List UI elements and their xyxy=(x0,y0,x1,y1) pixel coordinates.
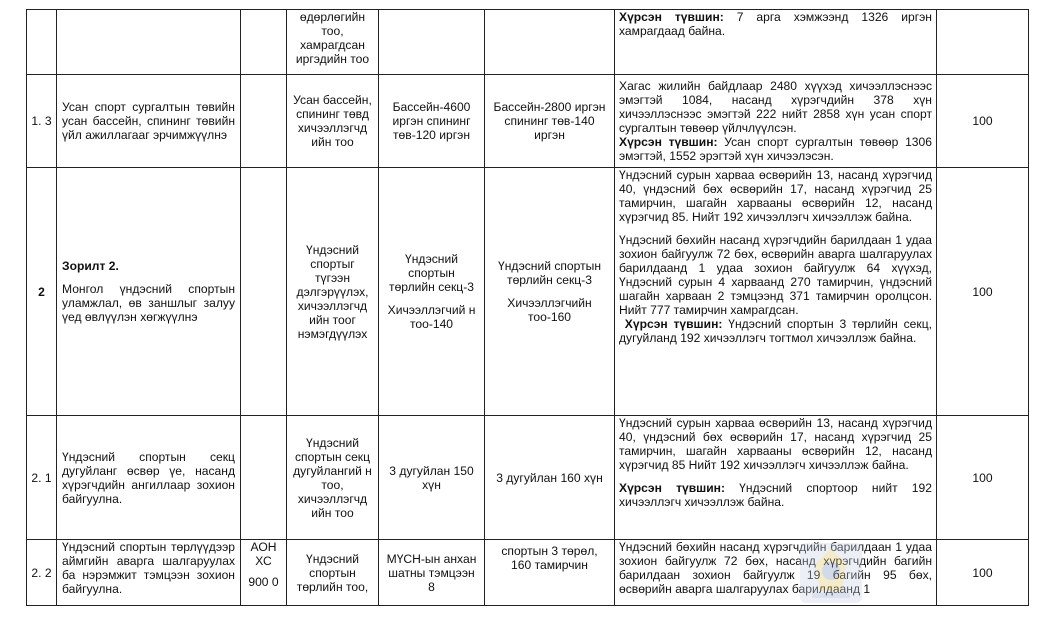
indicator-cell: Үндэсний спортын секц дугуйлангий н тоо, хичээллэгчд ийн тоо xyxy=(287,416,379,540)
document-page xyxy=(26,9,1028,606)
task-cell xyxy=(57,168,241,416)
target-line: Үндэсний спортын төрлийн секц-3 xyxy=(497,259,602,287)
target-cell: 3 дугуйлан 160 хүн xyxy=(485,416,615,540)
table-row xyxy=(27,75,1029,168)
unit-cell xyxy=(241,168,287,416)
report-cell xyxy=(615,75,937,168)
goal-title: Зорилт 2. xyxy=(62,259,119,273)
table-row xyxy=(27,540,1029,606)
baseline-line: Хичээллэгчий н тоо-140 xyxy=(387,303,476,331)
task-cell: Үндэсний спортын секц дугуйланг өсвөр үе, насанд хүрэгчдийн ангиллаар зохион байгуулна. xyxy=(57,416,241,540)
task-cell: Усан спорт сургалтын төвийн усан бассейн, спининг төвийн үйл ажиллагааг эрчимжүүлнэ xyxy=(57,75,241,168)
report-cell xyxy=(615,540,937,606)
report-cell xyxy=(615,416,937,540)
report-paragraph: Үндэсний сурын харваа өсвөрийн 13, насанд хүрэгчид 40, үндэсний бөх өсвөрийн 17, насанд хүрэгчид 25 тамирчин, шагайн харвааны өсвөрийн 12, насанд хүрэгчид 85 Нийт 192 хичээллэгч хичээллэж байна. xyxy=(619,416,932,472)
indicator-cell: Үндэсний спортын төрлийн тоо, xyxy=(287,540,379,606)
report-paragraph: Үндэсний сурын харваа өсвөрийн 13, насанд хүрэгчид 40, үндэсний бөх өсвөрийн 17, насанд хүрэгчид 25 тамирчин, шагайн харвааны өсвөрийн 12, насанд хүрэгчид 85. Нийт 192 хичээллэгч хичээллэж байна. xyxy=(619,168,932,224)
row-id-cell xyxy=(27,10,57,75)
score-cell: 100 xyxy=(937,168,1029,416)
task-cell: Үндэсний спортын төрлүүдээр аймгийн аварга шалгаруулах ба нэрэмжит тэмцээн зохион байгуулна. xyxy=(57,540,241,606)
report-cell xyxy=(615,10,937,75)
report-paragraph: Үндэсний бөхийн насанд хүрэгчдийн барилдаан 1 удаа зохион байгуулж 72 бөх, насанд хүрэгчдийн багийн барилдаан зохион байгуулж 19 багийн 95 бөх, өсвөрийн аварга шалгаруулах барилдаанд 1 xyxy=(619,540,932,596)
task-cell xyxy=(57,10,241,75)
score-cell: 100 xyxy=(937,75,1029,168)
achieved-level-label: Хүрсэн түвшин: xyxy=(619,135,718,149)
row-id-cell: 2 xyxy=(27,168,57,416)
row-id-cell: 2. 2 xyxy=(27,540,57,606)
score-cell: 100 xyxy=(937,540,1029,606)
baseline-cell: МҮСН-ын анхан шатны тэмцээн 8 xyxy=(379,540,485,606)
table-row xyxy=(27,10,1029,75)
table-row xyxy=(27,416,1029,540)
report-cell xyxy=(615,168,937,416)
goal-text: Монгол үндэсний спортын уламжлал, өв заншлыг залуу үед өвлүүлэн хөгжүүлнэ xyxy=(62,282,235,324)
unit-cell xyxy=(241,75,287,168)
unit-cell xyxy=(241,540,287,606)
baseline-line: Үндэсний спортын төрлийн секц-3 xyxy=(389,252,474,294)
unit-line: 900 0 xyxy=(248,575,279,589)
row-id-cell: 2. 1 xyxy=(27,416,57,540)
table-row xyxy=(27,168,1029,416)
achieved-level-label: Хүрсэн түвшин: xyxy=(619,10,724,24)
plan-report-table xyxy=(26,9,1029,606)
report-paragraph: Хагас жилийн байдлаар 2480 хүүхэд хичээллэснээс эмэгтэй 1084, насанд хүрэгчдийн 378 хүн хичээллэснээс эмэгтэй 222 нийт 2858 хүн усан спорт сургалтын төвөөр үйлчлүүлсэн. xyxy=(619,79,932,135)
baseline-cell: Бассейн-4600 иргэн спининг төв-120 иргэн xyxy=(379,75,485,168)
indicator-cell: Үндэсний спортыг түгээн дэлгэрүүлэх, хичээллэгчд ийн тоог нэмэгдүүлэх xyxy=(287,168,379,416)
report-paragraph: Үндэсний бөхийн насанд хүрэгчдийн барилдаан 1 удаа зохион байгуулж 72 бөх, өсвөрийн аварга шалгаруулах барилдаанд 1 удаа зохион байгуулж 64 хүүхэд, Үндэсний сурын 4 харваанд 270 тамирчин, үндэсний шагайн харваан 2 тэмцээнд 371 тамирчин оролцсон. Нийт 777 тамирчин хамрагдсан. xyxy=(619,233,932,317)
baseline-cell xyxy=(379,168,485,416)
target-cell xyxy=(485,168,615,416)
report-text: Үндэсний спортын 3 төрлийн секц, дугуйланд 192 хичээллэгч тогтмол хичээллэж байна. xyxy=(619,317,932,345)
baseline-cell: 3 дугуйлан 150 хүн xyxy=(379,416,485,540)
achieved-level-label: Хүрсэн түвшин: xyxy=(624,317,723,331)
report-text: 7 арга хэмжээнд 1326 иргэн хамрагдаад байна. xyxy=(619,10,932,38)
target-cell xyxy=(485,10,615,75)
row-id-cell: 1. 3 xyxy=(27,75,57,168)
unit-cell xyxy=(241,10,287,75)
unit-line: АОН ХС xyxy=(250,540,277,568)
indicator-cell: Усан бассейн, спининг төвд хичээллэгчд ийн тоо xyxy=(287,75,379,168)
target-cell: спортын 3 төрөл, 160 тамирчин xyxy=(485,540,615,606)
unit-cell xyxy=(241,416,287,540)
baseline-cell xyxy=(379,10,485,75)
score-cell xyxy=(937,10,1029,75)
target-line: Хичээллэгчийн тоо-160 xyxy=(507,296,592,324)
report-text: Усан спорт сургалтын төвөөр 1306 эмэгтэй, 1552 эрэгтэй хүн хичээлэсэн. xyxy=(619,135,932,163)
score-cell: 100 xyxy=(937,416,1029,540)
report-text: Үндэсний спортоор нийт 192 хичээллэгч хичээллэж байна. xyxy=(619,481,932,509)
target-cell: Бассейн-2800 иргэн спининг төв-140 иргэн xyxy=(485,75,615,168)
indicator-cell: өдөрлөгийн тоо, хамрагдсан иргэдийн тоо xyxy=(287,10,379,75)
achieved-level-label: Хүрсэн түвшин: xyxy=(619,481,725,495)
